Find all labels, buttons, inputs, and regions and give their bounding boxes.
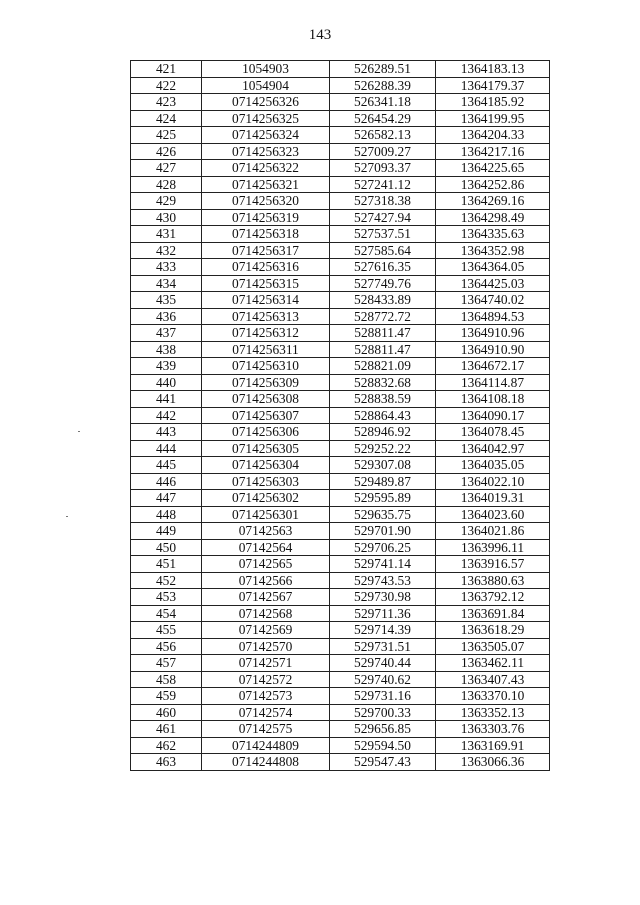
x-coordinate-cell: 528821.09 (330, 358, 436, 375)
point-code-cell: 07142572 (202, 671, 330, 688)
point-code-cell: 0714256306 (202, 424, 330, 441)
x-coordinate-cell: 527585.64 (330, 242, 436, 259)
x-coordinate-cell: 526289.51 (330, 61, 436, 78)
x-coordinate-cell: 526582.13 (330, 127, 436, 144)
table-row (131, 226, 550, 243)
point-code-cell: 07142568 (202, 605, 330, 622)
table-row (131, 473, 550, 490)
point-number-cell: 449 (131, 523, 202, 540)
table-row (131, 77, 550, 94)
x-coordinate-cell: 529635.75 (330, 506, 436, 523)
table-row (131, 655, 550, 672)
point-code-cell: 0714256303 (202, 473, 330, 490)
point-code-cell: 0714256301 (202, 506, 330, 523)
point-code-cell: 0714256324 (202, 127, 330, 144)
x-coordinate-cell: 529547.43 (330, 754, 436, 771)
y-coordinate-cell: 1364910.90 (436, 341, 550, 358)
y-coordinate-cell: 1364298.49 (436, 209, 550, 226)
y-coordinate-cell: 1364672.17 (436, 358, 550, 375)
point-number-cell: 439 (131, 358, 202, 375)
y-coordinate-cell: 1364185.92 (436, 94, 550, 111)
coordinates-table (130, 60, 550, 771)
point-code-cell: 0714256312 (202, 325, 330, 342)
table-row (131, 176, 550, 193)
x-coordinate-cell: 528811.47 (330, 341, 436, 358)
point-code-cell: 0714256310 (202, 358, 330, 375)
point-number-cell: 450 (131, 539, 202, 556)
point-number-cell: 422 (131, 77, 202, 94)
point-number-cell: 427 (131, 160, 202, 177)
point-code-cell: 0714256322 (202, 160, 330, 177)
x-coordinate-cell: 529711.36 (330, 605, 436, 622)
point-code-cell: 0714256316 (202, 259, 330, 276)
table-row (131, 127, 550, 144)
table-row (131, 737, 550, 754)
x-coordinate-cell: 528838.59 (330, 391, 436, 408)
point-number-cell: 421 (131, 61, 202, 78)
y-coordinate-cell: 1364894.53 (436, 308, 550, 325)
point-code-cell: 0714256323 (202, 143, 330, 160)
x-coordinate-cell: 529252.22 (330, 440, 436, 457)
point-code-cell: 07142567 (202, 589, 330, 606)
x-coordinate-cell: 527241.12 (330, 176, 436, 193)
x-coordinate-cell: 527318.38 (330, 193, 436, 210)
x-coordinate-cell: 529656.85 (330, 721, 436, 738)
x-coordinate-cell: 529741.14 (330, 556, 436, 573)
y-coordinate-cell: 1364364.05 (436, 259, 550, 276)
table-row (131, 193, 550, 210)
x-coordinate-cell: 529307.08 (330, 457, 436, 474)
y-coordinate-cell: 1363880.63 (436, 572, 550, 589)
y-coordinate-cell: 1364078.45 (436, 424, 550, 441)
x-coordinate-cell: 526454.29 (330, 110, 436, 127)
y-coordinate-cell: 1363352.13 (436, 704, 550, 721)
y-coordinate-cell: 1364021.86 (436, 523, 550, 540)
x-coordinate-cell: 528772.72 (330, 308, 436, 325)
point-number-cell: 453 (131, 589, 202, 606)
x-coordinate-cell: 527749.76 (330, 275, 436, 292)
table-row (131, 94, 550, 111)
x-coordinate-cell: 529489.87 (330, 473, 436, 490)
y-coordinate-cell: 1364910.96 (436, 325, 550, 342)
point-number-cell: 456 (131, 638, 202, 655)
point-code-cell: 0714256307 (202, 407, 330, 424)
table-row (131, 605, 550, 622)
point-number-cell: 425 (131, 127, 202, 144)
point-code-cell: 07142570 (202, 638, 330, 655)
y-coordinate-cell: 1364022.10 (436, 473, 550, 490)
x-coordinate-cell: 526288.39 (330, 77, 436, 94)
table-row (131, 589, 550, 606)
point-code-cell: 0714256325 (202, 110, 330, 127)
point-number-cell: 447 (131, 490, 202, 507)
x-coordinate-cell: 527009.27 (330, 143, 436, 160)
table-row (131, 572, 550, 589)
point-code-cell: 0714256313 (202, 308, 330, 325)
point-number-cell: 460 (131, 704, 202, 721)
point-code-cell: 1054904 (202, 77, 330, 94)
x-coordinate-cell: 529743.53 (330, 572, 436, 589)
y-coordinate-cell: 1364335.63 (436, 226, 550, 243)
point-code-cell: 07142563 (202, 523, 330, 540)
point-number-cell: 443 (131, 424, 202, 441)
table-row (131, 556, 550, 573)
point-number-cell: 437 (131, 325, 202, 342)
point-code-cell: 07142565 (202, 556, 330, 573)
y-coordinate-cell: 1364042.97 (436, 440, 550, 457)
table-row (131, 374, 550, 391)
table-row (131, 110, 550, 127)
table-row (131, 358, 550, 375)
table-row (131, 721, 550, 738)
y-coordinate-cell: 1364204.33 (436, 127, 550, 144)
point-code-cell: 0714256302 (202, 490, 330, 507)
y-coordinate-cell: 1364108.18 (436, 391, 550, 408)
table-row (131, 539, 550, 556)
table-row (131, 671, 550, 688)
y-coordinate-cell: 1363066.36 (436, 754, 550, 771)
point-code-cell: 0714256319 (202, 209, 330, 226)
x-coordinate-cell: 529701.90 (330, 523, 436, 540)
table-row (131, 209, 550, 226)
y-coordinate-cell: 1363996.11 (436, 539, 550, 556)
point-code-cell: 0714256318 (202, 226, 330, 243)
point-number-cell: 451 (131, 556, 202, 573)
y-coordinate-cell: 1364352.98 (436, 242, 550, 259)
y-coordinate-cell: 1363916.57 (436, 556, 550, 573)
x-coordinate-cell: 529700.33 (330, 704, 436, 721)
point-code-cell: 0714256309 (202, 374, 330, 391)
y-coordinate-cell: 1364179.37 (436, 77, 550, 94)
x-coordinate-cell: 529706.25 (330, 539, 436, 556)
x-coordinate-cell: 527616.35 (330, 259, 436, 276)
table-row (131, 440, 550, 457)
point-code-cell: 07142574 (202, 704, 330, 721)
x-coordinate-cell: 529594.50 (330, 737, 436, 754)
point-number-cell: 445 (131, 457, 202, 474)
y-coordinate-cell: 1364225.65 (436, 160, 550, 177)
point-code-cell: 1054903 (202, 61, 330, 78)
table-row (131, 407, 550, 424)
point-number-cell: 462 (131, 737, 202, 754)
x-coordinate-cell: 528946.92 (330, 424, 436, 441)
table-row (131, 523, 550, 540)
point-number-cell: 448 (131, 506, 202, 523)
point-number-cell: 441 (131, 391, 202, 408)
point-code-cell: 0714256321 (202, 176, 330, 193)
point-code-cell: 07142575 (202, 721, 330, 738)
y-coordinate-cell: 1363370.10 (436, 688, 550, 705)
x-coordinate-cell: 528832.68 (330, 374, 436, 391)
x-coordinate-cell: 529731.16 (330, 688, 436, 705)
point-code-cell: 0714256314 (202, 292, 330, 309)
y-coordinate-cell: 1363303.76 (436, 721, 550, 738)
y-coordinate-cell: 1364023.60 (436, 506, 550, 523)
point-number-cell: 428 (131, 176, 202, 193)
x-coordinate-cell: 529730.98 (330, 589, 436, 606)
point-number-cell: 433 (131, 259, 202, 276)
y-coordinate-cell: 1364425.03 (436, 275, 550, 292)
point-number-cell: 459 (131, 688, 202, 705)
table-row (131, 61, 550, 78)
table-row (131, 259, 550, 276)
y-coordinate-cell: 1364114.87 (436, 374, 550, 391)
point-code-cell: 0714256326 (202, 94, 330, 111)
y-coordinate-cell: 1363505.07 (436, 638, 550, 655)
table-row (131, 325, 550, 342)
x-coordinate-cell: 528811.47 (330, 325, 436, 342)
point-code-cell: 07142566 (202, 572, 330, 589)
page-number: 143 (308, 27, 332, 43)
point-code-cell: 0714256320 (202, 193, 330, 210)
y-coordinate-cell: 1364090.17 (436, 407, 550, 424)
margin-mark (66, 516, 68, 517)
table-row (131, 490, 550, 507)
point-number-cell: 438 (131, 341, 202, 358)
point-code-cell: 07142571 (202, 655, 330, 672)
point-code-cell: 07142569 (202, 622, 330, 639)
point-number-cell: 436 (131, 308, 202, 325)
point-number-cell: 461 (131, 721, 202, 738)
table-row (131, 457, 550, 474)
table-row (131, 143, 550, 160)
y-coordinate-cell: 1364252.86 (436, 176, 550, 193)
point-code-cell: 0714256315 (202, 275, 330, 292)
y-coordinate-cell: 1364019.31 (436, 490, 550, 507)
table-row (131, 638, 550, 655)
y-coordinate-cell: 1363169.91 (436, 737, 550, 754)
y-coordinate-cell: 1363691.84 (436, 605, 550, 622)
x-coordinate-cell: 527093.37 (330, 160, 436, 177)
point-number-cell: 426 (131, 143, 202, 160)
point-code-cell: 0714244808 (202, 754, 330, 771)
point-number-cell: 446 (131, 473, 202, 490)
x-coordinate-cell: 527427.94 (330, 209, 436, 226)
point-number-cell: 455 (131, 622, 202, 639)
point-number-cell: 424 (131, 110, 202, 127)
coordinates-table-body (131, 61, 550, 771)
table-row (131, 242, 550, 259)
point-number-cell: 458 (131, 671, 202, 688)
point-code-cell: 0714256305 (202, 440, 330, 457)
x-coordinate-cell: 529731.51 (330, 638, 436, 655)
point-number-cell: 431 (131, 226, 202, 243)
point-code-cell: 0714244809 (202, 737, 330, 754)
table-row (131, 292, 550, 309)
table-row (131, 754, 550, 771)
x-coordinate-cell: 529740.44 (330, 655, 436, 672)
table-row (131, 688, 550, 705)
table-row (131, 341, 550, 358)
table-row (131, 506, 550, 523)
margin-mark (78, 431, 80, 432)
point-number-cell: 430 (131, 209, 202, 226)
point-code-cell: 0714256317 (202, 242, 330, 259)
point-code-cell: 0714256308 (202, 391, 330, 408)
table-row (131, 308, 550, 325)
point-number-cell: 463 (131, 754, 202, 771)
table-row (131, 160, 550, 177)
x-coordinate-cell: 527537.51 (330, 226, 436, 243)
y-coordinate-cell: 1363462.11 (436, 655, 550, 672)
point-code-cell: 0714256304 (202, 457, 330, 474)
point-number-cell: 457 (131, 655, 202, 672)
x-coordinate-cell: 529595.89 (330, 490, 436, 507)
table-row (131, 622, 550, 639)
point-number-cell: 442 (131, 407, 202, 424)
x-coordinate-cell: 528433.89 (330, 292, 436, 309)
point-number-cell: 444 (131, 440, 202, 457)
x-coordinate-cell: 529740.62 (330, 671, 436, 688)
x-coordinate-cell: 529714.39 (330, 622, 436, 639)
point-code-cell: 07142573 (202, 688, 330, 705)
x-coordinate-cell: 528864.43 (330, 407, 436, 424)
point-number-cell: 452 (131, 572, 202, 589)
point-number-cell: 434 (131, 275, 202, 292)
y-coordinate-cell: 1364269.16 (436, 193, 550, 210)
table-row (131, 275, 550, 292)
x-coordinate-cell: 526341.18 (330, 94, 436, 111)
y-coordinate-cell: 1364199.95 (436, 110, 550, 127)
point-code-cell: 0714256311 (202, 341, 330, 358)
y-coordinate-cell: 1363618.29 (436, 622, 550, 639)
y-coordinate-cell: 1364740.02 (436, 292, 550, 309)
point-number-cell: 435 (131, 292, 202, 309)
point-code-cell: 07142564 (202, 539, 330, 556)
y-coordinate-cell: 1363407.43 (436, 671, 550, 688)
table-row (131, 391, 550, 408)
point-number-cell: 423 (131, 94, 202, 111)
point-number-cell: 429 (131, 193, 202, 210)
point-number-cell: 440 (131, 374, 202, 391)
table-row (131, 704, 550, 721)
y-coordinate-cell: 1364183.13 (436, 61, 550, 78)
point-number-cell: 454 (131, 605, 202, 622)
point-number-cell: 432 (131, 242, 202, 259)
table-row (131, 424, 550, 441)
y-coordinate-cell: 1363792.12 (436, 589, 550, 606)
y-coordinate-cell: 1364035.05 (436, 457, 550, 474)
y-coordinate-cell: 1364217.16 (436, 143, 550, 160)
